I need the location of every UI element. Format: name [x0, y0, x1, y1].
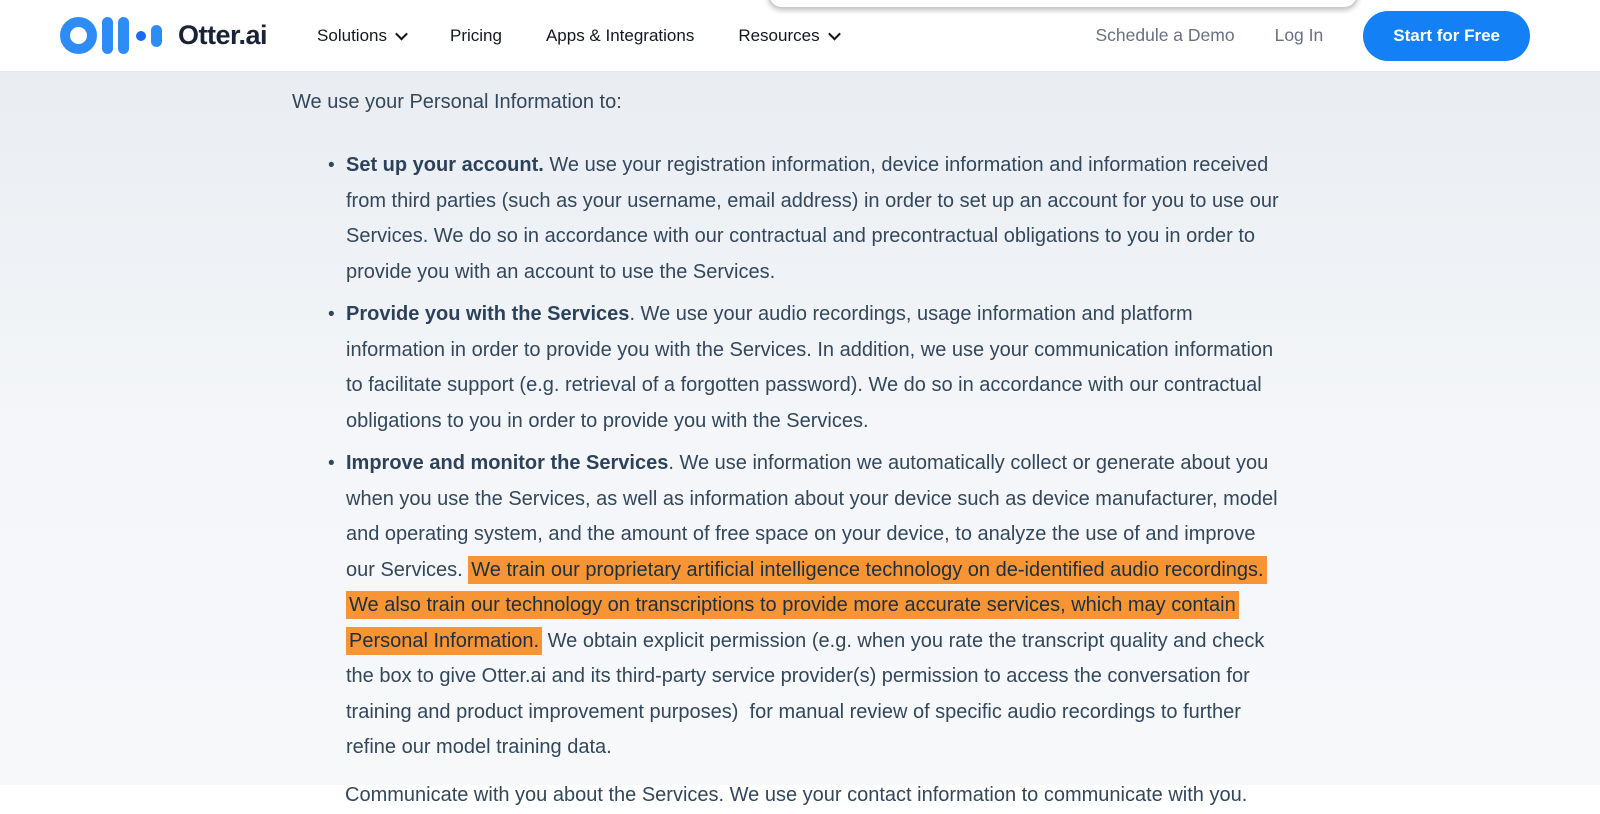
bullet-list — [330, 148, 1280, 766]
text-segment: We use your registration information, device information and information received from third parties (such as your username, email address) in order to set up an account for you to use our Services. We do so in accordance with our contractual and precontractual obligations to you in order to provide you with an account to use the Services. — [346, 154, 1279, 283]
main-nav — [317, 26, 839, 46]
text-segment: Set up your account. — [346, 154, 544, 176]
chevron-down-icon — [828, 28, 841, 41]
header-actions — [1095, 11, 1530, 61]
section-intro: We use your Personal Information to: — [292, 91, 622, 113]
nav-item-solutions[interactable]: Solutions — [317, 26, 406, 46]
header — [0, 0, 1600, 72]
list-item — [330, 297, 1280, 439]
schedule-demo-link[interactable]: Schedule a Demo — [1095, 25, 1235, 45]
nav-item-pricing[interactable]: Pricing — [449, 25, 502, 45]
list-item — [330, 148, 1280, 290]
otter-logo-icon — [60, 17, 162, 55]
nav-item-resources[interactable]: Resources — [738, 26, 838, 46]
text-segment: . We use information we automatically collect or generate about you when you use the Services, as well as information about your device such as device manufacturer, model and operating system, and the amount of free space on your device, to analyze the use of and improve our Services. — [346, 452, 1278, 581]
highlighted-text: We train our proprietary artificial intelligence technology on de-identified audio recordings. We also train our technology on transcriptions to provide more accurate services, which may contain Personal Information. — [346, 556, 1267, 655]
otter-logo[interactable] — [60, 17, 267, 55]
list-item — [330, 446, 1280, 766]
start-for-free-button[interactable]: Start for Free — [1363, 11, 1530, 61]
logo-text: Otter.ai — [178, 20, 268, 50]
text-segment: We obtain explicit permission (e.g. when you rate the transcript quality and check the box to give Otter.ai and its third-party service provider(s) permission to access the conversation for training and product improvement purposes) for manual review of specific audio recordings to further refine our model training data. — [346, 629, 1265, 758]
text-segment: . We use your audio recordings, usage information and platform information in order to provide you with the Services. In addition, we use your communication information to facilitate support (e.g. retrieval of a forgotten password). We do so in accordance with our contractual obligations to you in order to provide you with the Services. — [346, 303, 1274, 432]
text-segment: Provide you with the Services — [346, 303, 630, 325]
clipped-top-overlay — [768, 0, 1358, 8]
login-link[interactable]: Log In — [1274, 25, 1324, 45]
nav-item-apps-integrations[interactable]: Apps & Integrations — [545, 25, 695, 45]
privacy-policy-content — [0, 72, 1600, 766]
text-segment: Improve and monitor the Services — [346, 452, 669, 474]
chevron-down-icon — [395, 28, 408, 41]
clipped-text-line: Communicate with you about the Services. We use your contact information to communicate with you. — [345, 784, 1248, 806]
